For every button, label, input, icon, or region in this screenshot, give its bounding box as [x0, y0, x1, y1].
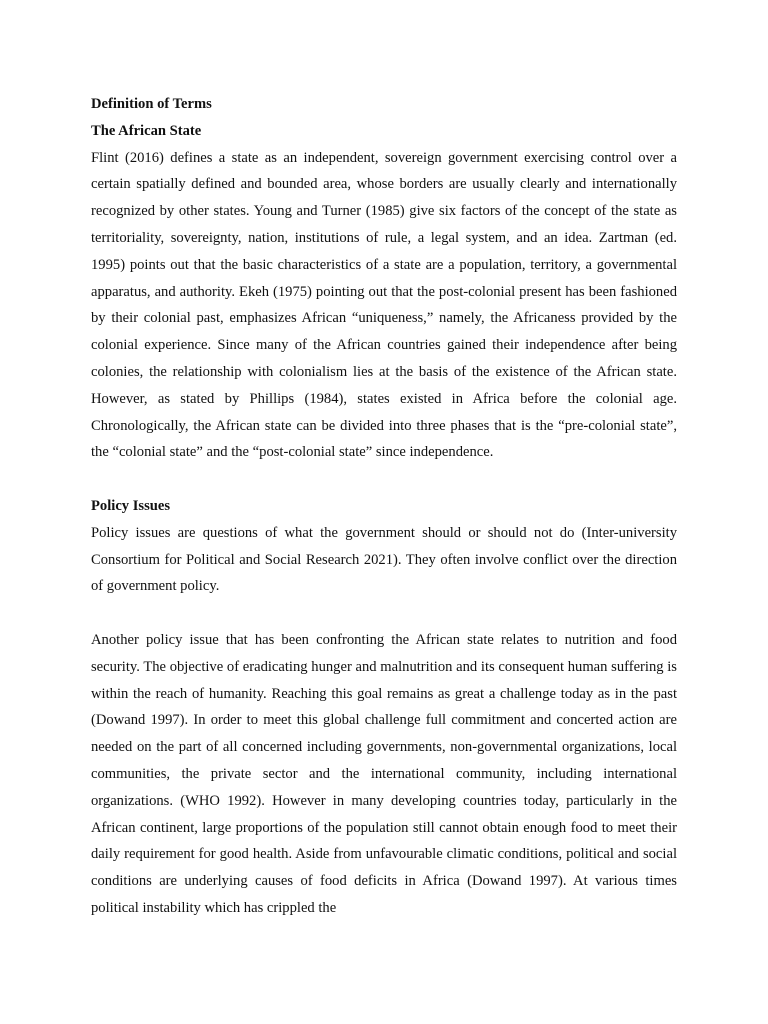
paragraph-african-state: Flint (2016) defines a state as an independent, sovereign government exercising control over a certain spatially defined and bounded area, whose borders are usually clearly and internationally recognized by other states. Young and Turner (1985) give six factors of the concept of the state as territoriality, sovereignty, nation, institutions of rule, a legal system, and an idea. Zartman (ed. 1995) points out that the basic characteristics of a state are a population, territory, a governmental apparatus, and authority. Ekeh (1975) pointing out that the post-colonial present has been fashioned by their colonial past, emphasizes African “uniqueness,” namely, the Africaness provided by the colonial experience. Since many of the African countries gained their independence after being colonies, the relationship with colonialism lies at the basis of the existence of the African state. However, as stated by Phillips (1984), states existed in Africa before the colonial age. Chronologically, the African state can be divided into three phases that is the “pre-colonial state”, the “colonial state” and the “post-colonial state” since independence.	[91, 149, 677, 461]
section-heading-policy-issues: Policy Issues	[91, 497, 171, 514]
paragraph-gap	[91, 600, 677, 627]
paragraph-gap	[91, 466, 677, 493]
section-heading-definition-of-terms: Definition of Terms	[91, 96, 212, 112]
section-heading-african-state: The African State	[91, 122, 202, 139]
paragraph-policy-issues: Policy issues are questions of what the government should or should not do (Inter-university Consortium for Political and Social Research 2021). They often involve conflict over the direction of government policy.	[91, 524, 677, 595]
paragraph-food-security: Another policy issue that has been confronting the African state relates to nutrition and food security. The objective of eradicating hunger and malnutrition and its consequent human suffering is within the reach of humanity. Reaching this goal remains as great a challenge today as in the past (Dowand 1997). In order to meet this global challenge full commitment and concerted action are needed on the part of all concerned including governments, non-governmental organizations, local communities, the private sector and the international community, including international organizations. (WHO 1992). However in many developing countries today, particularly in the African continent, large proportions of the population still cannot obtain enough food to meet their daily requirement for good health. Aside from unfavourable climatic conditions, political and social conditions are underlying causes of food deficits in Africa (Dowand 1997). At various times political instability which has crippled the	[91, 631, 677, 916]
document-body	[91, 91, 677, 922]
